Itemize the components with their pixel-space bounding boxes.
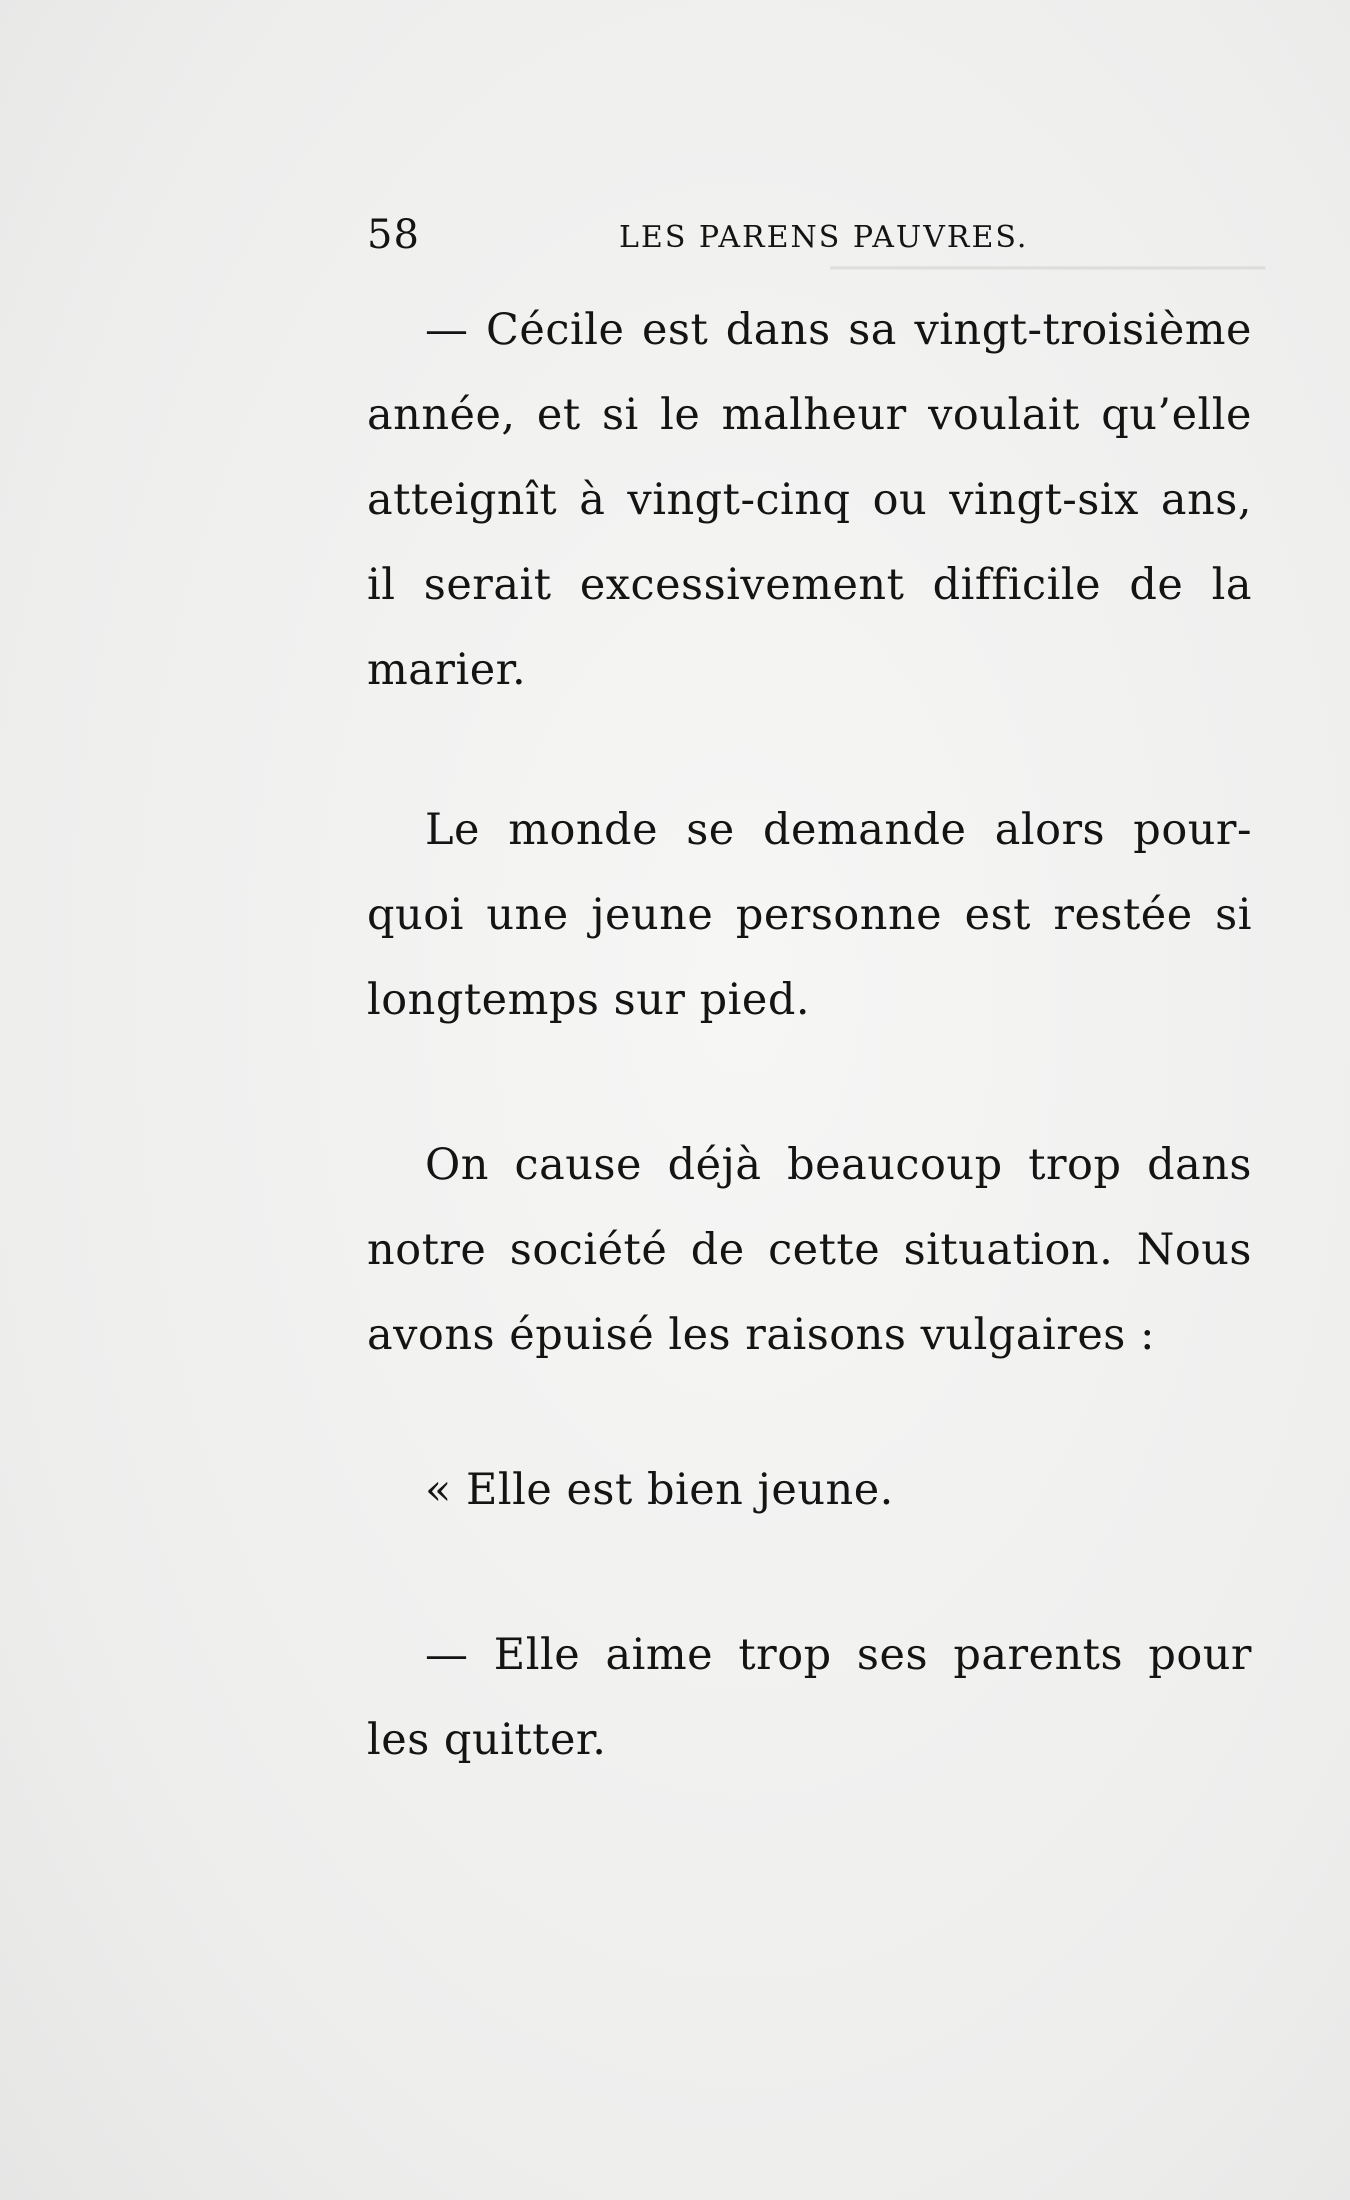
page-header [367,212,1092,262]
running-title: LES PARENS PAUVRES. [619,220,1029,255]
text-line: avons épuisé les raisons vulgaires : [367,1310,1155,1360]
text-line: les quitter. [367,1715,607,1765]
text-line: — Cécile est dans sa vingt-troisième [425,305,1252,355]
page-number: 58 [367,212,420,258]
text-line: On cause déjà beaucoup trop dans [425,1140,1252,1190]
text-line: notre société de cette situation. Nous [367,1225,1252,1275]
text-line: il serait excessivement difficile de la [367,560,1252,610]
text-line: année, et si le malheur voulait qu’elle [367,390,1252,440]
text-line: atteignît à vingt-cinq ou vingt-six ans, [367,475,1252,525]
text-line: « Elle est bien jeune. [425,1465,894,1515]
text-line: quoi une jeune personne est restée si [367,890,1252,940]
text-line: Le monde se demande alors pour- [425,805,1252,855]
show-through-text: ─────────────────── [830,246,1265,290]
text-line: — Elle aime trop ses parents pour [425,1630,1252,1680]
text-line: marier. [367,645,527,695]
text-line: longtemps sur pied. [367,975,811,1025]
